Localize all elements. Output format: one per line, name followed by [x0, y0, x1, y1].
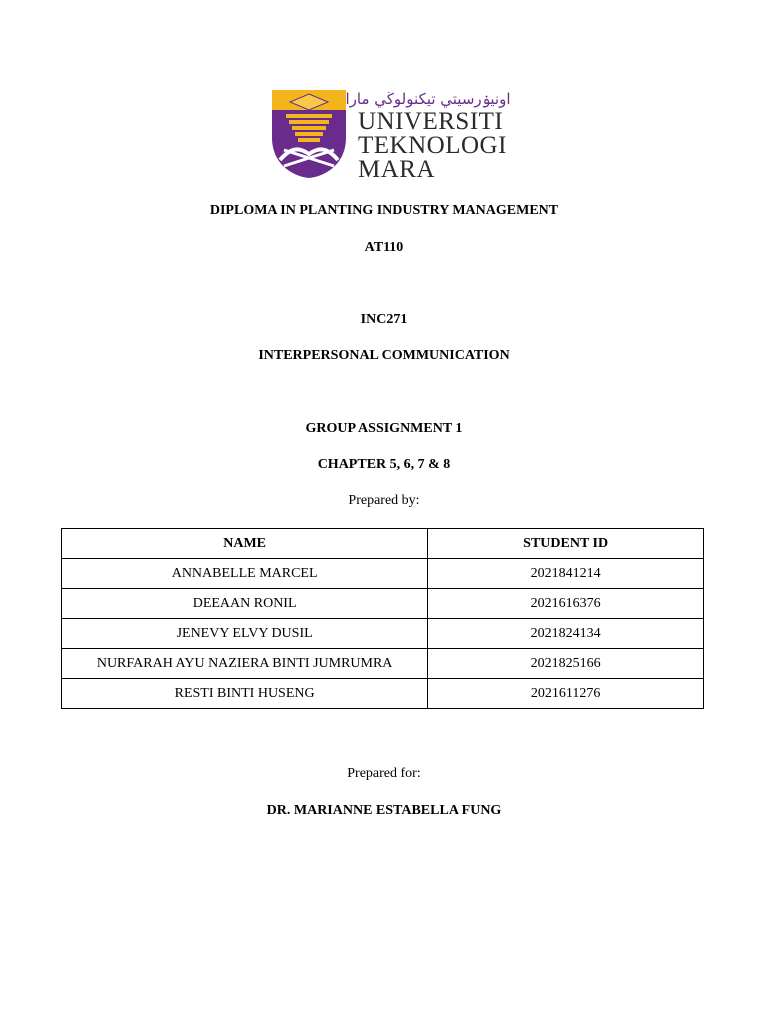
student-table: [61, 528, 704, 709]
chapters-title: CHAPTER 5, 6, 7 & 8: [317, 457, 451, 472]
header-student-id: STUDENT ID: [428, 529, 704, 559]
table-row: [62, 649, 704, 679]
university-crest-icon: [270, 88, 348, 180]
wordmark-line-2: TEKNOLOGI: [358, 132, 507, 159]
program-title: DIPLOMA IN PLANTING INDUSTRY MANAGEMENT: [209, 203, 559, 218]
student-name: NURFARAH AYU NAZIERA BINTI JUMRUMRA: [62, 649, 428, 679]
student-id: 2021616376: [428, 589, 704, 619]
wordmark-line-3: MARA: [358, 156, 436, 183]
table-row: [62, 589, 704, 619]
student-id: 2021611276: [428, 679, 704, 709]
prepared-for-label: Prepared for:: [347, 766, 421, 781]
assignment-title: GROUP ASSIGNMENT 1: [305, 421, 463, 436]
svg-text:اونيۏرسيتي تيكنولوڬي مارا: اونيۏرسيتي تيكنولوڬي مارا: [345, 90, 511, 108]
student-id: 2021824134: [428, 619, 704, 649]
prepared-by-label: Prepared by:: [348, 493, 420, 508]
jawi-script-icon: [345, 86, 511, 110]
student-name: JENEVY ELVY DUSIL: [62, 619, 428, 649]
wordmark-line-1: UNIVERSITI: [358, 108, 504, 135]
student-id: 2021825166: [428, 649, 704, 679]
student-name: ANNABELLE MARCEL: [62, 559, 428, 589]
course-code: INC271: [360, 312, 408, 327]
lecturer-name: DR. MARIANNE ESTABELLA FUNG: [266, 803, 502, 818]
student-id: 2021841214: [428, 559, 704, 589]
table-row: [62, 559, 704, 589]
university-wordmark: [358, 110, 507, 182]
program-code: AT110: [364, 240, 404, 255]
table-row: [62, 679, 704, 709]
course-name: INTERPERSONAL COMMUNICATION: [258, 348, 510, 363]
student-name: DEEAAN RONIL: [62, 589, 428, 619]
table-row: [62, 619, 704, 649]
university-logo: [268, 86, 511, 183]
header-name: NAME: [62, 529, 428, 559]
student-name: RESTI BINTI HUSENG: [62, 679, 428, 709]
table-header-row: [62, 529, 704, 559]
